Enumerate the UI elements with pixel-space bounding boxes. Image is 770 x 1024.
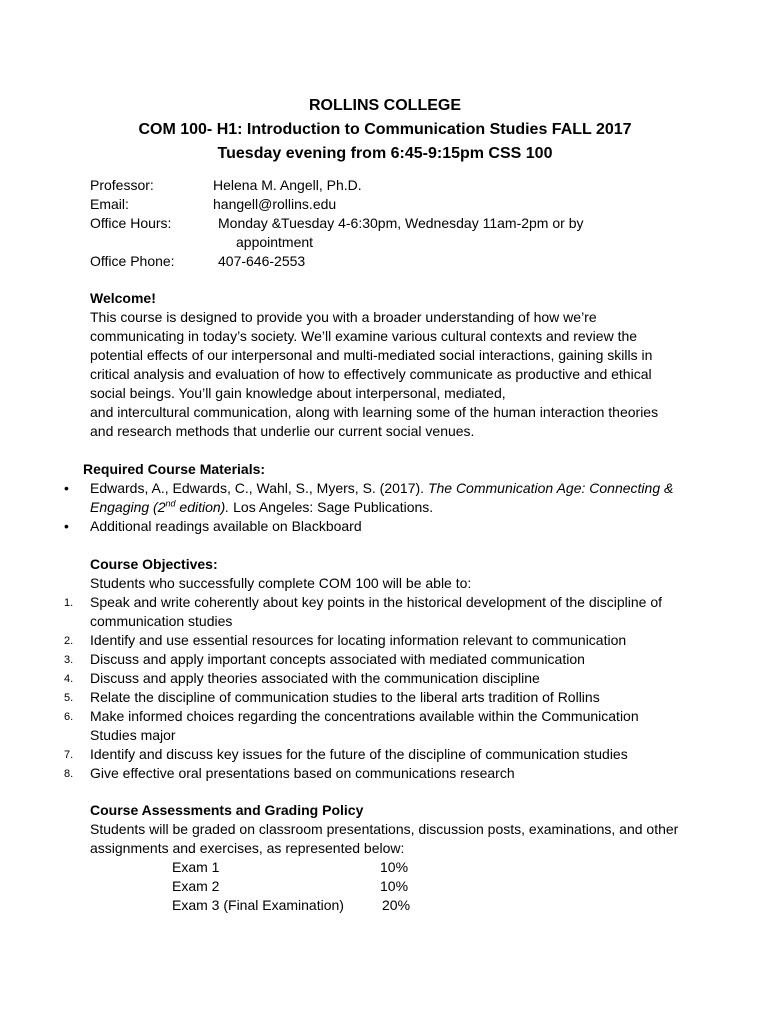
grade-item-percent: 20% [382, 897, 411, 913]
assessment-text-cont: assignments and exercises, as represented below: [90, 840, 405, 856]
objective-number: 8. [64, 768, 74, 780]
objective-item: Discuss and apply theories associated with the communication discipline [90, 670, 540, 686]
objective-number: 3. [64, 654, 74, 666]
professor-label: Professor: [90, 177, 154, 193]
college-name: ROLLINS COLLEGE [309, 97, 461, 114]
objective-number: 4. [64, 673, 74, 685]
objective-item-cont: Studies major [90, 727, 176, 743]
textbook-citation-cont [90, 498, 433, 517]
grade-item-percent: 10% [380, 878, 409, 894]
grade-item-name: Exam 2 [172, 878, 220, 894]
office-phone-label: Office Phone: [90, 253, 175, 269]
course-schedule: Tuesday evening from 6:45-9:15pm CSS 100 [217, 145, 553, 162]
textbook-citation [90, 479, 673, 498]
materials-heading: Required Course Materials: [83, 461, 266, 477]
office-hours-value-cont: appointment [236, 234, 314, 250]
welcome-line: This course is designed to provide you with a broader understanding of how we’re [90, 309, 597, 325]
objective-item-cont: communication studies [90, 613, 233, 629]
office-hours-value: Monday &Tuesday 4-6:30pm, Wednesday 11am-2pm or by [218, 215, 584, 231]
objective-number: 5. [64, 692, 74, 704]
textbook-title-cont: Engaging (2nd edition). [90, 498, 230, 515]
objective-item: Identify and use essential resources for locating information relevant to communication [90, 632, 627, 648]
objective-item: Identify and discuss key issues for the future of the discipline of communication studies [90, 746, 628, 762]
objective-number: 7. [64, 749, 74, 761]
welcome-line: social beings. You’ll gain knowledge about interpersonal, mediated, [90, 385, 506, 401]
textbook-title: The Communication Age: Connecting & [427, 480, 674, 496]
welcome-line: communicating in today’s society. We’ll examine various cultural contexts and review the [90, 328, 638, 344]
office-phone-value: 407-646-2553 [218, 253, 306, 269]
objectives-heading: Course Objectives: [90, 556, 218, 572]
assessment-heading: Course Assessments and Grading Policy [90, 802, 364, 818]
objective-item: Make informed choices regarding the concentrations available within the Communication [90, 708, 639, 724]
professor-value: Helena M. Angell, Ph.D. [213, 177, 362, 193]
assessment-text: Students will be graded on classroom presentations, discussion posts, examinations, and other [90, 821, 679, 837]
grade-item-name: Exam 3 (Final Examination) [172, 897, 344, 913]
objective-number: 2. [64, 635, 74, 647]
grade-item-name: Exam 1 [172, 859, 220, 875]
objective-item: Speak and write coherently about key points in the historical development of the discipline of [90, 594, 663, 610]
objective-number: 6. [64, 711, 74, 723]
bullet-icon: • [64, 518, 69, 534]
welcome-line: and research methods that underlie our current social venues. [90, 423, 475, 439]
welcome-heading: Welcome! [90, 290, 156, 306]
welcome-line: and intercultural communication, along with learning some of the human interaction theories [90, 404, 659, 420]
title-block [0, 94, 770, 166]
email-label: Email: [90, 196, 129, 212]
objective-item: Give effective oral presentations based on communications research [90, 765, 515, 781]
grade-item-percent: 10% [380, 859, 409, 875]
welcome-line: potential effects of our interpersonal and multi-mediated social interactions, gaining skills in [90, 347, 653, 363]
welcome-paragraph [90, 308, 690, 441]
bullet-icon: • [64, 480, 69, 496]
textbook-publisher: Los Angeles: Sage Publications. [229, 499, 434, 515]
email-value: hangell@rollins.edu [213, 196, 337, 212]
textbook-authors: Edwards, A., Edwards, C., Wahl, S., Myers, S. (2017). [90, 480, 428, 496]
objectives-intro: Students who successfully complete COM 100 will be able to: [90, 575, 472, 591]
welcome-line: critical analysis and evaluation of how to effectively communicate as productive and ethical [90, 366, 652, 382]
objective-item: Relate the discipline of communication studies to the liberal arts tradition of Rollins [90, 689, 600, 705]
objective-item: Discuss and apply important concepts associated with mediated communication [90, 651, 585, 667]
course-title: COM 100- H1: Introduction to Communication Studies FALL 2017 [138, 121, 632, 138]
additional-readings: Additional readings available on Blackboard [90, 518, 362, 534]
objective-number: 1. [64, 597, 74, 609]
office-hours-label: Office Hours: [90, 215, 172, 231]
